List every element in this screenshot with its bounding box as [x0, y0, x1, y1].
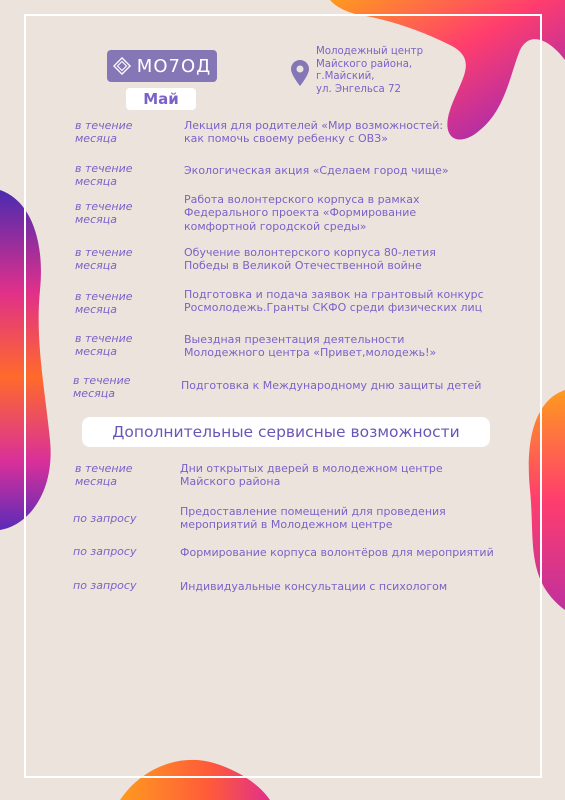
- address-line: Майского района,: [316, 58, 413, 70]
- event-when: в течение месяца: [75, 162, 133, 188]
- service-when: по запросу: [73, 545, 137, 558]
- address-line: г.Майский,: [316, 71, 375, 82]
- month-badge: Май: [126, 88, 196, 110]
- event-when: в течение месяца: [75, 290, 133, 316]
- event-title: Выездная презентация деятельности Молодежного центра «Привет,молодежь!»: [184, 333, 437, 360]
- event-title: Лекция для родителей «Мир возможностей: как помочь своему ребенку с ОВЗ»: [184, 119, 444, 146]
- logo-text: МО7ОД: [136, 55, 212, 77]
- event-when: в течение месяца: [75, 119, 133, 145]
- event-title: Подготовка и подача заявок на грантовый конкурс Росмолодежь.Гранты СКФО среди физических лиц: [184, 288, 484, 315]
- service-title: Предоставление помещений для проведения мероприятий в Молодежном центре: [180, 505, 446, 532]
- service-when: по запросу: [73, 512, 137, 525]
- event-title: Экологическая акция «Сделаем город чище»: [184, 164, 449, 177]
- logo-diamond-icon: [113, 57, 131, 75]
- event-title: Подготовка к Международному дню защиты детей: [181, 379, 482, 392]
- event-when: в течение месяца: [73, 374, 131, 400]
- service-title: Индивидуальные консультации с психологом: [180, 580, 448, 593]
- service-when: по запросу: [73, 579, 137, 592]
- address: [316, 46, 476, 96]
- event-when: в течение месяца: [75, 246, 133, 272]
- service-when: в течение месяца: [75, 462, 133, 488]
- map-pin-icon: [291, 60, 309, 86]
- event-title: Обучение волонтерского корпуса 80-летия Победы в Великой Отечественной войне: [184, 246, 436, 273]
- event-when: в течение месяца: [75, 332, 133, 358]
- address-line: ул. Энгельса 72: [316, 83, 401, 95]
- service-title: Дни открытых дверей в молодежном центре Майского района: [180, 462, 443, 489]
- address-line: Молодежный центр: [316, 46, 424, 57]
- logo: [107, 50, 217, 82]
- event-title: Работа волонтерского корпуса в рамках Федерального проекта «Формирование комфортной городской среды»: [184, 193, 420, 233]
- section-title: Дополнительные сервисные возможности: [82, 417, 490, 447]
- event-when: в течение месяца: [75, 200, 133, 226]
- service-title: Формирование корпуса волонтёров для мероприятий: [180, 546, 494, 559]
